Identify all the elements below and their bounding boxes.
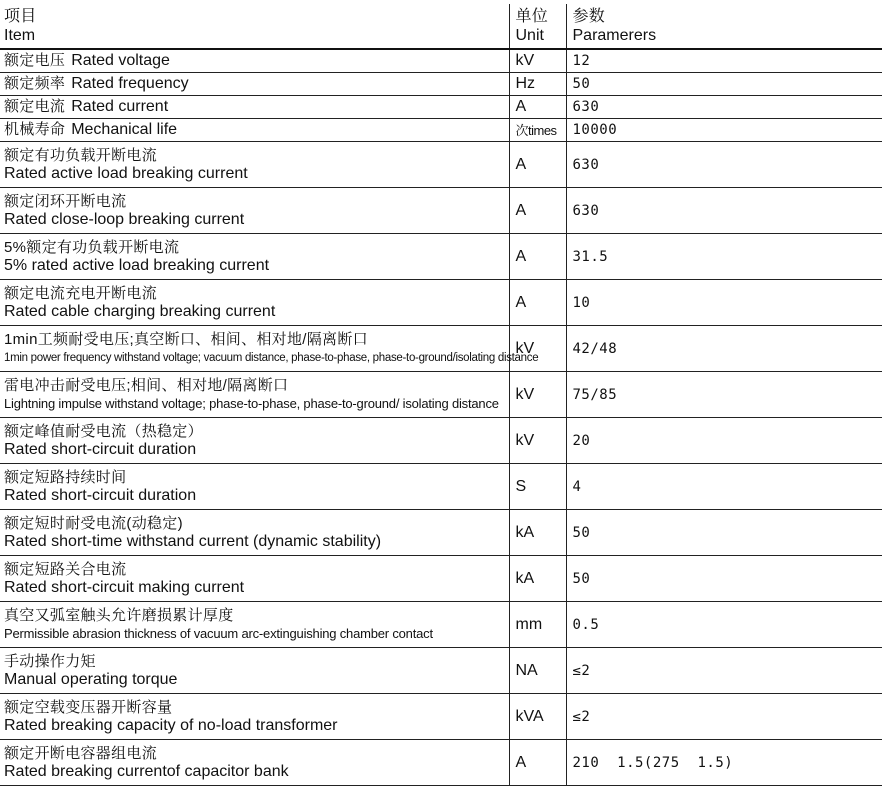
unit-cell <box>509 119 566 142</box>
item-cell <box>0 73 509 96</box>
item-en: Rated cable charging breaking current <box>4 303 276 320</box>
header-item-en: Item <box>4 27 36 44</box>
unit-cell: kA <box>509 510 566 556</box>
item-zh: 额定电流充电开断电流 <box>4 285 158 302</box>
item-zh: 额定闭环开断电流 <box>4 193 127 210</box>
value-cell: 50 <box>566 556 882 602</box>
item-en: 1min power frequency withstand voltage; vacuum distance, phase-to-phase, phase-to-ground/isolating distance <box>4 352 539 364</box>
unit-cell: mm <box>509 602 566 648</box>
table-row <box>0 740 882 786</box>
item-cell <box>0 464 509 510</box>
header-param-en: Paramerers <box>572 27 657 44</box>
item-en: Manual operating torque <box>4 671 178 688</box>
unit-cell: NA <box>509 648 566 694</box>
item-cell <box>0 372 509 418</box>
value-cell: 31.5 <box>566 234 882 280</box>
value-cell: 10 <box>566 280 882 326</box>
unit-cell: A <box>509 96 566 119</box>
item-cell <box>0 556 509 602</box>
item-en: Rated frequency <box>71 75 189 92</box>
unit-cell: A <box>509 234 566 280</box>
item-en: Rated breaking currentof capacitor bank <box>4 763 289 780</box>
unit-cell: kV <box>509 326 566 372</box>
item-zh: 1min工频耐受电压;真空断口、相间、相对地/隔离断口 <box>4 331 368 348</box>
item-cell <box>0 234 509 280</box>
table-row <box>0 119 882 142</box>
table-row <box>0 648 882 694</box>
table-header-row <box>0 4 882 49</box>
item-zh: 额定频率 <box>4 75 66 92</box>
header-unit <box>509 4 566 49</box>
item-en: Rated short-circuit duration <box>4 441 197 458</box>
unit-cell: A <box>509 142 566 188</box>
item-zh: 额定有功负载开断电流 <box>4 147 158 164</box>
item-zh: 额定短路持续时间 <box>4 469 127 486</box>
table-row <box>0 694 882 740</box>
table-row <box>0 326 882 372</box>
item-en: Rated breaking capacity of no-load transformer <box>4 717 338 734</box>
item-zh: 额定峰值耐受电流（热稳定） <box>4 423 203 440</box>
table-row <box>0 142 882 188</box>
item-cell <box>0 602 509 648</box>
item-en: Rated short-circuit making current <box>4 579 245 596</box>
value-cell: 12 <box>566 49 882 73</box>
table-row <box>0 280 882 326</box>
unit-cell: kV <box>509 418 566 464</box>
value-cell: 75/85 <box>566 372 882 418</box>
unit-cell: kV <box>509 372 566 418</box>
table-row <box>0 49 882 73</box>
item-cell <box>0 648 509 694</box>
item-cell <box>0 188 509 234</box>
item-zh: 手动操作力矩 <box>4 653 96 670</box>
item-cell <box>0 418 509 464</box>
item-en: Mechanical life <box>71 121 178 138</box>
item-en: Rated close-loop breaking current <box>4 211 245 228</box>
unit-cell: kVA <box>509 694 566 740</box>
table-row <box>0 602 882 648</box>
header-param-zh: 参数 <box>572 8 606 25</box>
header-param <box>566 4 882 49</box>
value-cell: 630 <box>566 96 882 119</box>
item-cell <box>0 510 509 556</box>
value-cell: 0.5 <box>566 602 882 648</box>
value-cell: 50 <box>566 510 882 556</box>
item-zh: 额定短路关合电流 <box>4 561 127 578</box>
unit-cell: kV <box>509 49 566 73</box>
table-row <box>0 234 882 280</box>
item-zh: 额定电压 <box>4 52 66 69</box>
value-cell: 10000 <box>566 119 882 142</box>
item-cell <box>0 280 509 326</box>
item-en: Rated active load breaking current <box>4 165 248 182</box>
table-row <box>0 188 882 234</box>
value-cell: 210 1.5(275 1.5) <box>566 740 882 786</box>
item-cell <box>0 142 509 188</box>
value-cell: 50 <box>566 73 882 96</box>
item-zh: 机械寿命 <box>4 121 66 138</box>
table-row <box>0 418 882 464</box>
unit-cell: kA <box>509 556 566 602</box>
table-row <box>0 372 882 418</box>
header-unit-en: Unit <box>515 27 544 44</box>
table-row <box>0 464 882 510</box>
table-row <box>0 96 882 119</box>
value-cell: 42/48 <box>566 326 882 372</box>
item-zh: 5%额定有功负载开断电流 <box>4 239 180 256</box>
item-cell <box>0 119 509 142</box>
header-item-zh: 项目 <box>4 8 37 25</box>
table-row <box>0 556 882 602</box>
item-en: Permissible abrasion thickness of vacuum arc-extinguishing chamber contact <box>4 626 433 641</box>
unit-cell: A <box>509 280 566 326</box>
value-cell: 20 <box>566 418 882 464</box>
item-en: Rated short-time withstand current (dynamic stability) <box>4 533 382 550</box>
unit-cell: S <box>509 464 566 510</box>
item-zh: 雷电冲击耐受电压;相间、相对地/隔离断口 <box>4 377 289 394</box>
item-zh: 额定短时耐受电流(动稳定) <box>4 515 183 532</box>
item-cell <box>0 96 509 119</box>
table-row <box>0 510 882 556</box>
table-row <box>0 73 882 96</box>
item-en: Rated current <box>71 98 169 115</box>
value-cell: 630 <box>566 188 882 234</box>
unit-text: 次times <box>515 123 557 138</box>
value-cell: ≤2 <box>566 648 882 694</box>
unit-cell: A <box>509 188 566 234</box>
item-zh: 额定电流 <box>4 98 66 115</box>
unit-cell: A <box>509 740 566 786</box>
item-en: Rated voltage <box>71 52 170 69</box>
item-zh: 额定开断电容器组电流 <box>4 745 158 762</box>
value-cell: 4 <box>566 464 882 510</box>
value-cell: ≤2 <box>566 694 882 740</box>
item-en: Lightning impulse withstand voltage; phase-to-phase, phase-to-ground/ isolating distance <box>4 396 499 411</box>
header-unit-zh: 单位 <box>515 8 549 25</box>
item-en: 5% rated active load breaking current <box>4 257 270 274</box>
item-cell <box>0 49 509 73</box>
unit-cell: Hz <box>509 73 566 96</box>
parameter-table <box>0 4 882 786</box>
value-cell: 630 <box>566 142 882 188</box>
item-cell <box>0 694 509 740</box>
header-item <box>0 4 509 49</box>
item-zh: 额定空载变压器开断容量 <box>4 699 173 716</box>
item-en: Rated short-circuit duration <box>4 487 197 504</box>
item-cell <box>0 740 509 786</box>
item-zh: 真空又弧室触头允许磨损累计厚度 <box>4 607 234 624</box>
